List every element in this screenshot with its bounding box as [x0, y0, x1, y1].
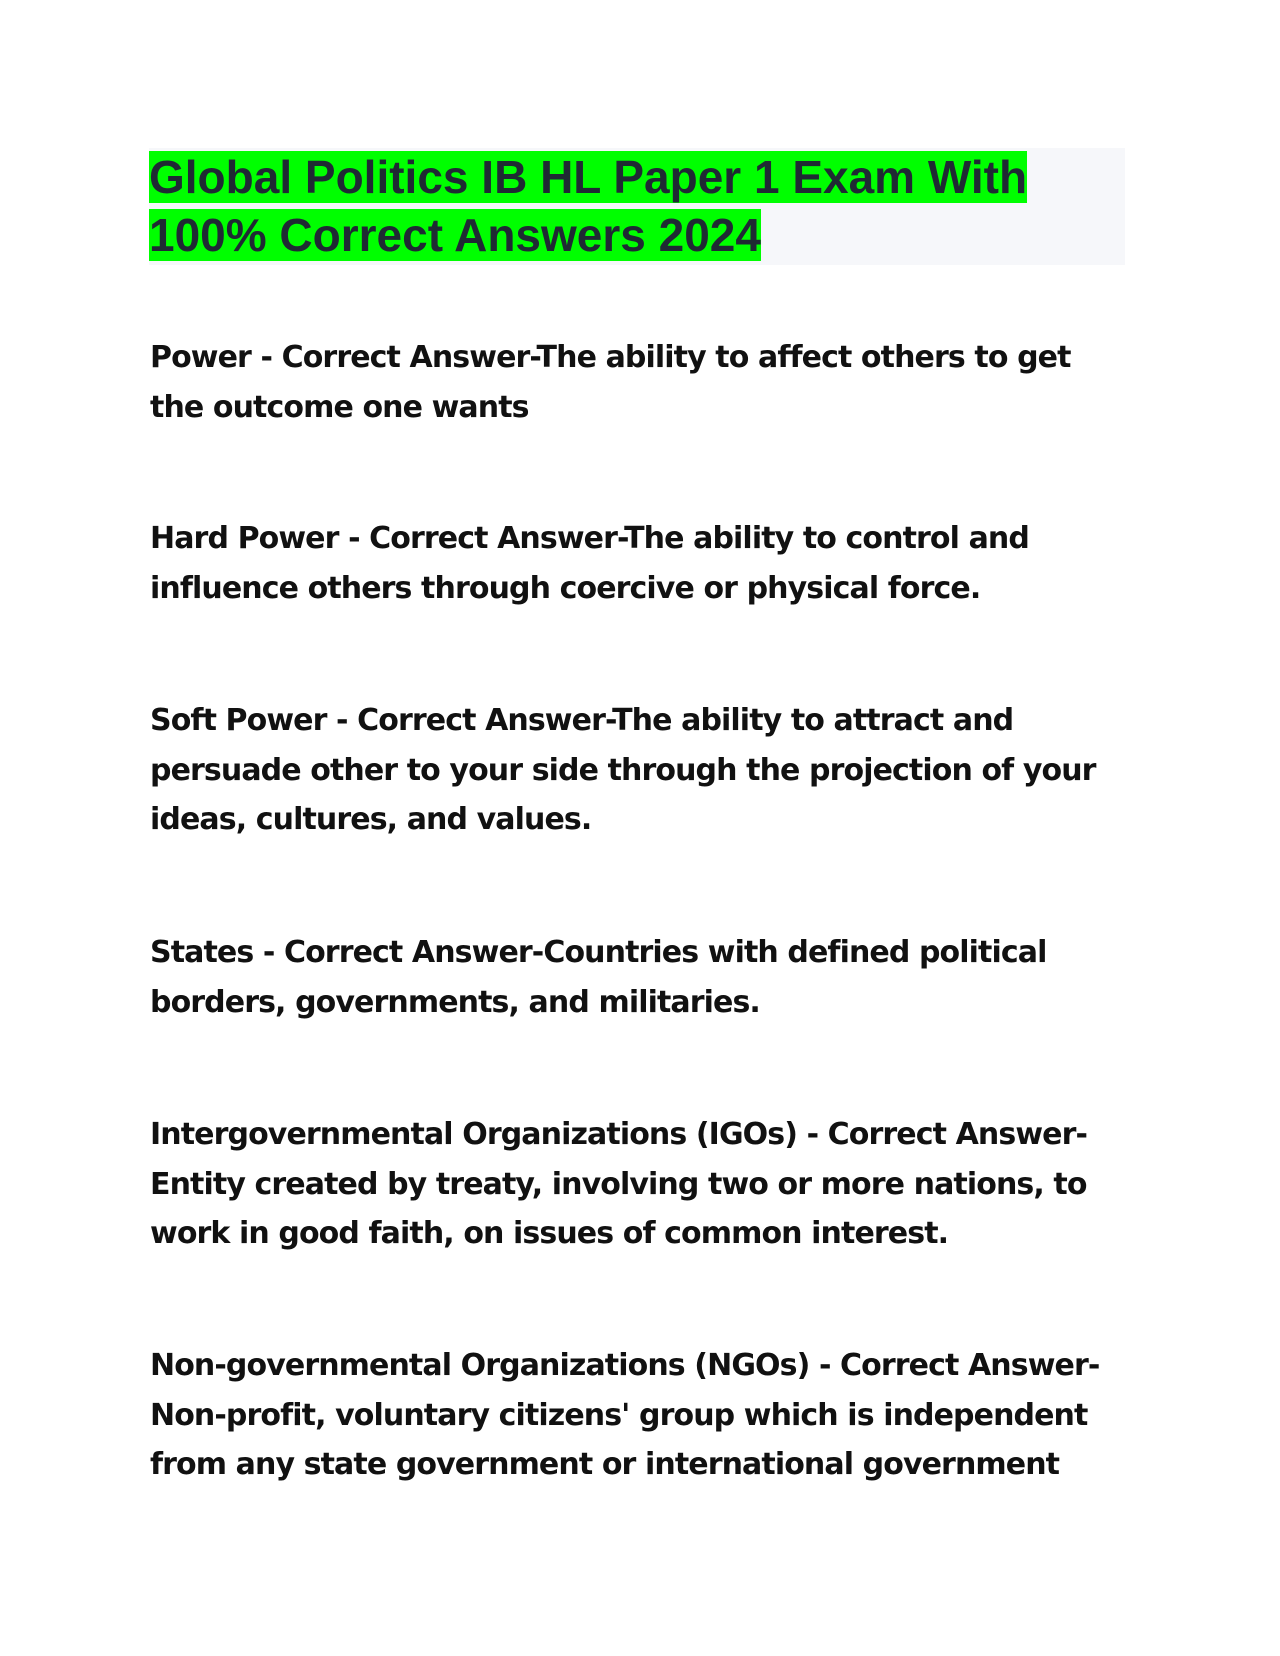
title-block: [149, 148, 1125, 265]
definition-soft-power: Soft Power - Correct Answer-The ability to attract and persuade other to your side through the projection of your ideas, cultures, and values.: [150, 703, 1096, 837]
definition-ngos: Non-governmental Organizations (NGOs) - Correct Answer-Non-profit, voluntary citizens' group which is independent from any state government or international government: [150, 1348, 1100, 1482]
definition-hard-power: Hard Power - Correct Answer-The ability to control and influence others through coercive or physical force.: [150, 521, 1029, 606]
definition-igos: Intergovernmental Organizations (IGOs) - Correct Answer-Entity created by treaty, involving two or more nations, to work in good faith, on issues of common interest.: [150, 1117, 1088, 1251]
document-title: [149, 148, 1125, 264]
definition-states: States - Correct Answer-Countries with defined political borders, governments, and militaries.: [150, 935, 1047, 1020]
definition-power: Power - Correct Answer-The ability to affect others to get the outcome one wants: [150, 340, 1071, 425]
title-highlight: Global Politics IB HL Paper 1 Exam With 100% Correct Answers 2024: [149, 151, 1028, 261]
